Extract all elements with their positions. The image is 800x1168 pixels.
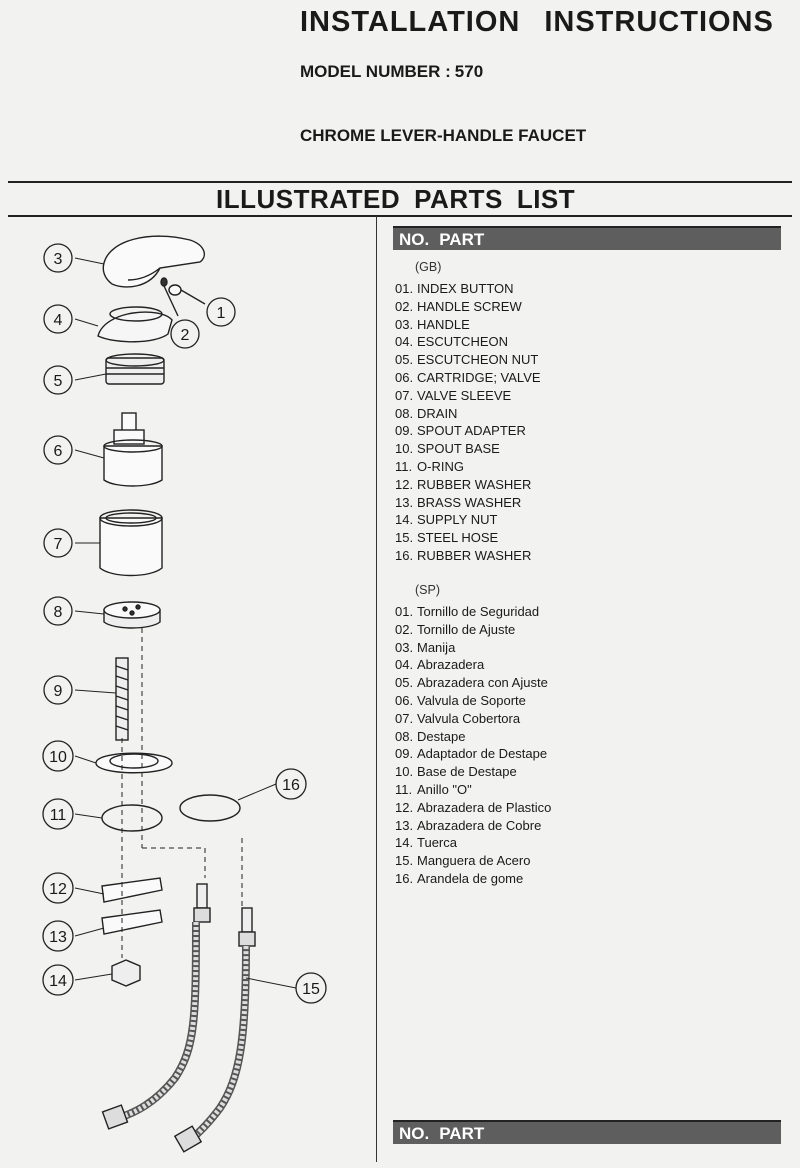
english-part-list-item	[395, 494, 541, 512]
english-part-list-item	[395, 422, 541, 440]
spanish-part-list-item	[395, 621, 551, 639]
svg-text:13: 13	[49, 929, 67, 946]
spanish-part-list-item	[395, 870, 551, 888]
english-part-list-item	[395, 387, 541, 405]
part-name: Valvula de Soporte	[417, 692, 526, 708]
part-number: 10.	[395, 441, 414, 457]
part-name: SPOUT ADAPTER	[417, 423, 526, 439]
part-name: ESCUTCHEON	[417, 334, 509, 350]
spanish-part-list-item	[395, 603, 551, 621]
callout-15	[296, 973, 326, 1003]
svg-text:14: 14	[49, 973, 67, 990]
part-number: 04.	[395, 334, 414, 350]
cartridge-part	[104, 413, 162, 486]
part-number: 14.	[395, 835, 414, 851]
callout-12	[43, 873, 73, 903]
handle-screw-part	[161, 278, 178, 316]
part-name: STEEL HOSE	[417, 530, 499, 546]
english-part-list-item	[395, 405, 541, 423]
spanish-part-list-item	[395, 781, 551, 799]
spanish-part-list-item	[395, 817, 551, 835]
svg-text:5: 5	[53, 373, 63, 390]
part-number: 13.	[395, 494, 414, 510]
part-name: RUBBER WASHER	[417, 476, 532, 492]
part-name: Base de Destape	[417, 764, 517, 780]
english-part-list-item	[395, 511, 541, 529]
svg-text:11: 11	[49, 807, 67, 824]
header-part-2: PART	[439, 1124, 485, 1143]
supply-nut-part	[112, 960, 140, 986]
svg-text:15: 15	[302, 981, 320, 998]
model-number	[300, 62, 483, 82]
section-word-3: LIST	[516, 184, 576, 214]
section-title	[216, 184, 575, 215]
svg-text:6: 6	[53, 443, 63, 460]
english-part-list-item	[395, 547, 541, 565]
callout-9	[44, 676, 72, 704]
spanish-part-list-item	[395, 710, 551, 728]
exploded-parts-diagram	[0, 218, 376, 1168]
part-name: Destape	[417, 728, 466, 744]
svg-text:4: 4	[53, 312, 63, 329]
callout-6	[44, 436, 72, 464]
part-number: 01.	[395, 281, 414, 296]
callout-5	[44, 366, 72, 394]
svg-text:1: 1	[216, 305, 226, 322]
header-part: PART	[439, 230, 485, 249]
section-word-2: PARTS	[414, 184, 503, 214]
part-number: 12.	[395, 799, 414, 815]
brass-washer-part	[102, 910, 162, 934]
part-name: Abrazadera	[417, 657, 485, 673]
spanish-part-list-item	[395, 656, 551, 674]
valve-sleeve-part	[100, 510, 162, 576]
part-number: 12.	[395, 476, 414, 492]
lang-label-sp: (SP)	[415, 583, 440, 597]
part-number: 05.	[395, 675, 414, 691]
part-name: Anillo "O"	[417, 781, 472, 797]
spanish-part-list-item	[395, 692, 551, 710]
svg-text:16: 16	[282, 777, 300, 794]
english-part-list-item	[395, 458, 541, 476]
callout-4	[44, 305, 72, 333]
part-number: 06.	[395, 369, 414, 385]
part-name: Tornillo de Seguridad	[417, 604, 540, 619]
english-part-list-item	[395, 280, 541, 298]
part-number: 15.	[395, 853, 414, 869]
rubber-washer-part	[180, 795, 240, 821]
callout-11	[43, 799, 73, 829]
header-no: NO.	[399, 230, 430, 249]
spanish-part-list-item	[395, 639, 551, 657]
product-name: CHROME LEVER-HANDLE FAUCET	[300, 126, 587, 145]
part-number: 08.	[395, 728, 414, 744]
english-part-list-item	[395, 529, 541, 547]
callout-1	[207, 298, 235, 326]
callout-3	[44, 244, 72, 272]
part-name: ESCUTCHEON NUT	[417, 352, 539, 368]
english-part-list-item	[395, 333, 541, 351]
part-number: 03.	[395, 639, 414, 655]
svg-text:12: 12	[49, 881, 67, 898]
callout-10	[43, 741, 73, 771]
page-title	[300, 6, 774, 39]
svg-text:7: 7	[53, 536, 63, 553]
part-number: 15.	[395, 530, 414, 546]
english-part-list-item	[395, 351, 541, 369]
escutcheon-part	[98, 307, 172, 342]
english-part-list-item	[395, 316, 541, 334]
part-name: Abrazadera con Ajuste	[417, 675, 548, 691]
part-name: BRASS WASHER	[417, 494, 522, 510]
part-name: Tuerca	[417, 835, 457, 851]
part-name: Valvula Cobertora	[417, 710, 521, 726]
part-number: 16.	[395, 870, 414, 886]
part-number: 09.	[395, 423, 414, 439]
part-name: Tornillo de Ajuste	[417, 621, 516, 637]
part-name: CARTRIDGE; VALVE	[417, 369, 541, 385]
parts-list-spanish	[395, 603, 551, 888]
divider-top	[8, 181, 792, 183]
column-divider	[376, 216, 377, 1162]
spanish-part-list-item	[395, 674, 551, 692]
part-number: 11.	[395, 458, 413, 474]
spout-base-part	[96, 753, 172, 773]
part-name: INDEX BUTTON	[417, 281, 514, 296]
part-name: HANDLE	[417, 316, 470, 332]
spout-adapter-part	[116, 658, 128, 740]
handle-part	[103, 236, 204, 287]
spanish-part-list-item	[395, 745, 551, 763]
spanish-part-list-item	[395, 728, 551, 746]
svg-text:8: 8	[53, 604, 63, 621]
part-name: Abrazadera de Plastico	[417, 799, 552, 815]
section-word-1: ILLUSTRATED	[216, 184, 401, 214]
svg-text:2: 2	[180, 327, 190, 344]
callout-7	[44, 529, 72, 557]
spanish-part-list-item	[395, 834, 551, 852]
lang-label-gb: (GB)	[415, 260, 442, 274]
english-part-list-item	[395, 369, 541, 387]
part-number: 08.	[395, 405, 414, 421]
escutcheon-nut-part	[106, 354, 164, 384]
divider-bottom	[8, 215, 792, 217]
part-number: 05.	[395, 352, 414, 368]
parts-list-english	[395, 280, 541, 565]
svg-text:3: 3	[53, 251, 63, 268]
part-name: VALVE SLEEVE	[417, 387, 512, 403]
spanish-part-list-item	[395, 763, 551, 781]
part-number: 03.	[395, 316, 414, 332]
title-word-installation: INSTALLATION	[300, 6, 521, 38]
part-number: 09.	[395, 746, 414, 762]
part-name: SPOUT BASE	[417, 441, 500, 457]
part-number: 13.	[395, 817, 414, 833]
part-name: Abrazadera de Cobre	[417, 817, 542, 833]
part-name: Manguera de Acero	[417, 853, 531, 869]
callout-13	[43, 921, 73, 951]
part-number: 02.	[395, 298, 414, 314]
part-name: O-RING	[417, 458, 464, 474]
rubber-washer-part-12	[102, 878, 162, 902]
part-number: 07.	[395, 710, 414, 726]
header-no-2: NO.	[399, 1124, 430, 1143]
part-number: 10.	[395, 764, 414, 780]
callout-2	[171, 320, 199, 348]
o-ring-part	[102, 805, 162, 831]
english-part-list-item	[395, 476, 541, 494]
part-name: Arandela de gome	[417, 870, 524, 886]
spanish-part-list-item	[395, 799, 551, 817]
part-name: HANDLE SCREW	[417, 298, 522, 314]
part-number: 02.	[395, 621, 414, 637]
index-button-part	[169, 285, 205, 304]
part-name: Manija	[417, 639, 456, 655]
title-word-instructions: INSTRUCTIONS	[544, 6, 774, 38]
part-number: 04.	[395, 657, 414, 673]
callout-14	[43, 965, 73, 995]
part-name: RUBBER WASHER	[417, 547, 532, 563]
model-label: MODEL NUMBER :	[300, 62, 451, 81]
part-number: 01.	[395, 604, 414, 619]
callout-16	[276, 769, 306, 799]
callout-8	[44, 597, 72, 625]
part-number: 07.	[395, 387, 414, 403]
part-name: SUPPLY NUT	[417, 512, 498, 528]
part-number: 14.	[395, 512, 414, 528]
parts-table-header-2	[393, 1120, 781, 1144]
part-name: DRAIN	[417, 405, 458, 421]
drain-part	[104, 602, 160, 628]
part-number: 11.	[395, 781, 413, 797]
svg-text:10: 10	[49, 749, 67, 766]
spanish-part-list-item	[395, 852, 551, 870]
model-value: 570	[454, 62, 484, 81]
english-part-list-item	[395, 440, 541, 458]
part-number: 06.	[395, 692, 414, 708]
english-part-list-item	[395, 298, 541, 316]
part-name: Adaptador de Destape	[417, 746, 548, 762]
part-number: 16.	[395, 547, 414, 563]
parts-table-header	[393, 226, 781, 250]
svg-text:9: 9	[53, 683, 63, 700]
